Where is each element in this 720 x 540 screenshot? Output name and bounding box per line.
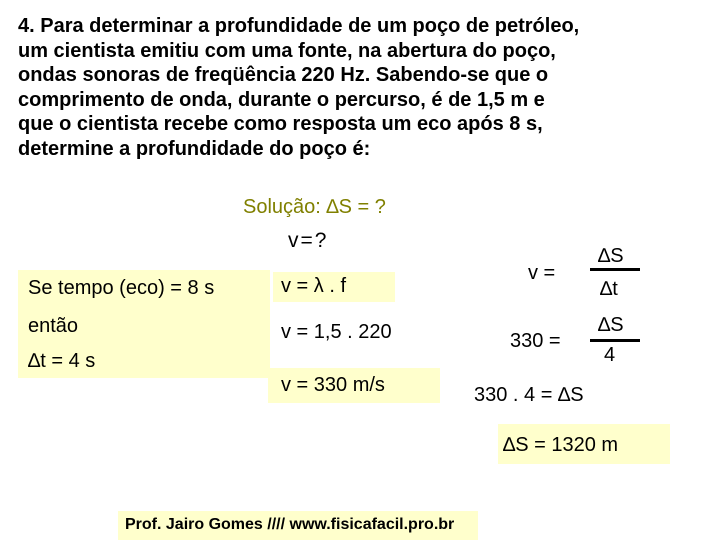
problem-line: ondas sonoras de freqüência 220 Hz. Sabendo-se que o bbox=[18, 64, 549, 86]
distance-substitution-lhs: 330 = bbox=[510, 330, 561, 352]
distance-result-box bbox=[498, 424, 670, 464]
footer-credit-box bbox=[118, 511, 478, 540]
footer-credit: Prof. Jairo Gomes //// www.fisicafacil.pro.br bbox=[125, 516, 455, 533]
velocity-substitution: v = 1,5 . 220 bbox=[281, 321, 392, 343]
distance-substitution-denominator: 4 bbox=[604, 344, 616, 366]
problem-line: determine a profundidade do poço é: bbox=[18, 137, 371, 160]
velocity-result-box bbox=[268, 368, 440, 403]
given-delta-t: ∆t = 4 s bbox=[28, 350, 96, 372]
problem-line: um cientista emitiu com uma fonte, na abertura do poço, bbox=[18, 39, 556, 62]
given-then: então bbox=[28, 315, 79, 337]
problem-line: comprimento de onda, durante o percurso, é de 1,5 m e bbox=[18, 88, 545, 111]
problem-statement bbox=[18, 14, 708, 161]
distance-formula-denominator: ∆t bbox=[600, 278, 618, 300]
problem-line: que o cientista recebe como resposta um eco após 8 s, bbox=[18, 113, 543, 135]
velocity-formula: v = λ . f bbox=[281, 275, 347, 297]
distance-product: 330 . 4 = ∆S bbox=[474, 384, 584, 406]
distance-formula-lhs: v = bbox=[528, 262, 556, 284]
given-data-box bbox=[18, 270, 270, 378]
given-time-echo: Se tempo (eco) = 8 s bbox=[28, 277, 215, 299]
velocity-formula-box bbox=[273, 272, 395, 302]
distance-formula-numerator: ∆S bbox=[598, 245, 624, 267]
velocity-unknown: v=? bbox=[288, 229, 329, 252]
fraction-bar bbox=[590, 339, 640, 342]
velocity-result: v = 330 m/s bbox=[281, 374, 385, 396]
velocity-substitution-box bbox=[273, 318, 443, 350]
problem-line: 4. Para determinar a profundidade de um poço de petróleo, bbox=[18, 15, 580, 37]
solution-heading: Solução: ∆S = ? bbox=[243, 196, 386, 218]
distance-substitution-numerator: ∆S bbox=[598, 314, 624, 336]
distance-result: ∆S = 1320 m bbox=[503, 434, 619, 456]
fraction-bar bbox=[590, 268, 640, 271]
